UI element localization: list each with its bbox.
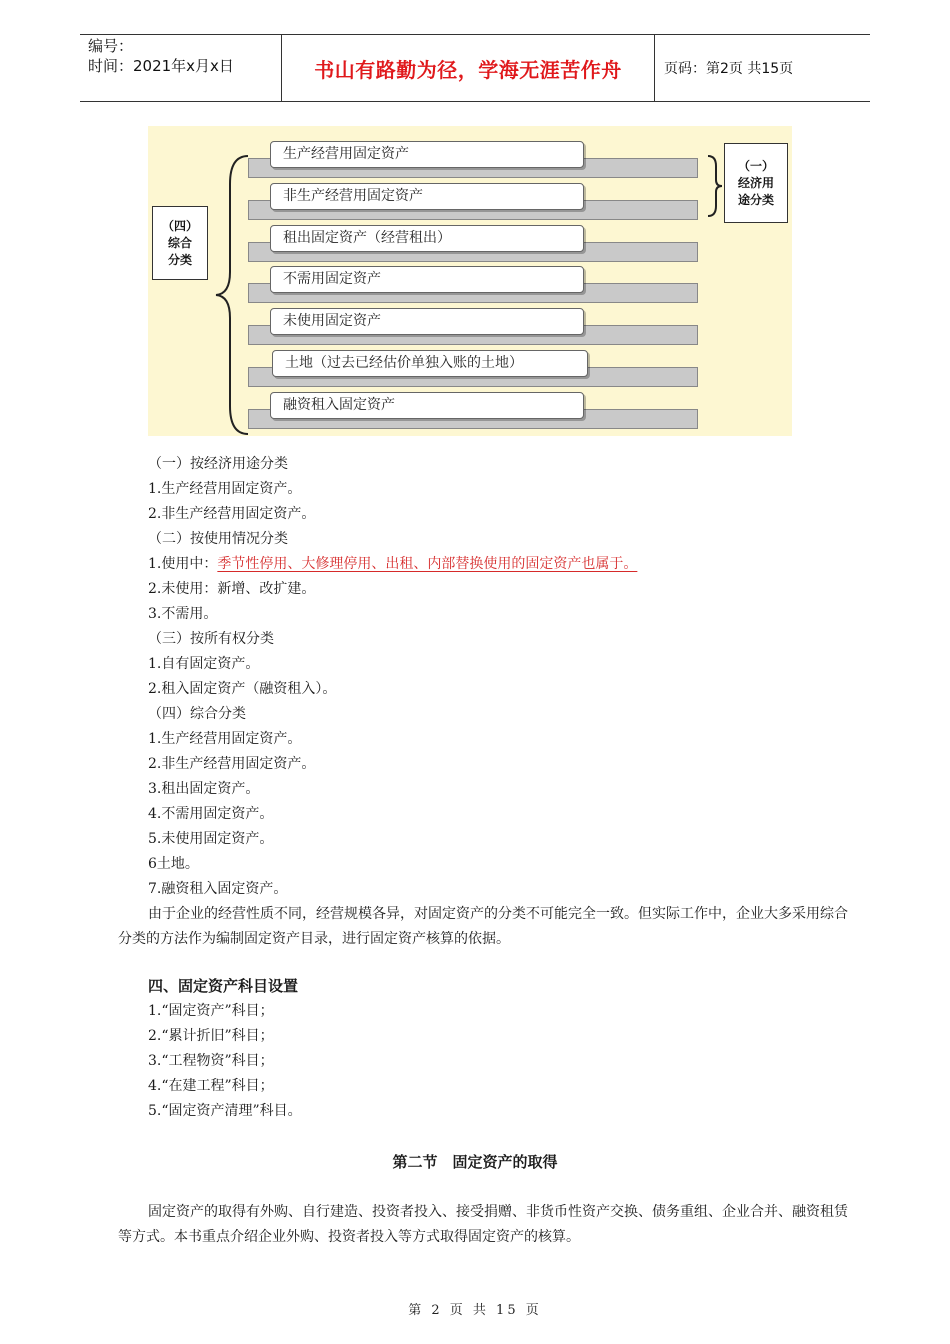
diagram-item: 租出固定资产（经营租出） [270, 225, 584, 252]
text-line: 2.非生产经营用固定资产。 [148, 506, 316, 522]
text-line: 5.“固定资产清理”科目。 [148, 1103, 302, 1119]
text-line: 1.“固定资产”科目； [148, 1003, 274, 1019]
text-line: 4.不需用固定资产。 [148, 806, 274, 822]
header-time: 时间：2021年x月x日 [88, 57, 234, 75]
page-footer: 第 2 页 共 15 页 [408, 1303, 542, 1318]
paragraph: 固定资产的取得有外购、自行建造、投资者投入、接受捐赠、非货币性资产交换、债务重组、企业合并、融资租赁等方式。本书重点介绍企业外购、投资者投入等方式取得固定资产的核算。 [118, 1204, 848, 1245]
in-use-note: 季节性停用、大修理停用、出租、内部替换使用的固定资产也属于。 [217, 556, 638, 572]
right-brace-icon [704, 154, 724, 218]
left-box-line: （四） [161, 218, 198, 233]
spacer [118, 952, 858, 974]
left-box-line: 综合 [167, 235, 192, 250]
left-box-line: 分类 [167, 252, 192, 267]
text-line: 1.生产经营用固定资产。 [148, 731, 302, 747]
diagram-item: 不需用固定资产 [270, 266, 584, 293]
header-meta [88, 36, 234, 76]
in-use-prefix: 1.使用中： [148, 556, 218, 572]
chapter-section-title: 第二节 固定资产的取得 [392, 1153, 558, 1171]
text-line: 2.租入固定资产（融资租入）。 [148, 681, 337, 697]
diagram-item: 融资租入固定资产 [270, 392, 584, 419]
header-motto: 书山有路勤为径，学海无涯苦作舟 [314, 57, 622, 82]
text-line-in-use [118, 552, 858, 577]
classification-diagram [148, 126, 792, 436]
text-line: 3.“工程物资”科目； [148, 1053, 274, 1069]
left-brace-icon [212, 154, 252, 436]
text-line: 2.未使用：新增、改扩建。 [148, 581, 316, 597]
diagram-item: 未使用固定资产 [270, 308, 584, 335]
right-box-line: 途分类 [737, 192, 774, 207]
paragraph: 由于企业的经营性质不同，经营规模各异，对固定资产的分类不可能完全一致。但实际工作中，企业大多采用综合分类的方法作为编制固定资产目录，进行固定资产核算的依据。 [118, 906, 848, 947]
text-line: 3.租出固定资产。 [148, 781, 260, 797]
text-line: （一）按经济用途分类 [148, 456, 288, 472]
diagram-item: 生产经营用固定资产 [270, 141, 584, 168]
right-category-box [724, 143, 788, 223]
text-line: 1.生产经营用固定资产。 [148, 481, 302, 497]
right-box-line: 经济用 [737, 175, 774, 190]
body-content [118, 452, 858, 1124]
header-page-info: 页码：第2页 共15页 [664, 61, 794, 77]
text-line: 6土地。 [148, 856, 199, 872]
text-line: （二）按使用情况分类 [148, 531, 288, 547]
right-box-line: （一） [737, 158, 774, 173]
page-header [80, 34, 870, 102]
text-line: 3.不需用。 [148, 606, 218, 622]
text-line: 5.未使用固定资产。 [148, 831, 274, 847]
text-line: （四）综合分类 [148, 706, 246, 722]
text-line: 7.融资租入固定资产。 [148, 881, 288, 897]
section-heading: 四、固定资产科目设置 [148, 977, 299, 995]
left-category-box [152, 206, 208, 280]
text-line: （三）按所有权分类 [148, 631, 274, 647]
header-divider [654, 34, 655, 102]
text-line: 1.自有固定资产。 [148, 656, 260, 672]
diagram-item: 土地（过去已经估价单独入账的土地） [272, 350, 588, 377]
header-number: 编号： [88, 37, 134, 55]
text-line: 4.“在建工程”科目； [148, 1078, 274, 1094]
text-line: 2.“累计折旧”科目； [148, 1028, 274, 1044]
diagram-item: 非生产经营用固定资产 [270, 183, 584, 210]
text-line: 2.非生产经营用固定资产。 [148, 756, 316, 772]
